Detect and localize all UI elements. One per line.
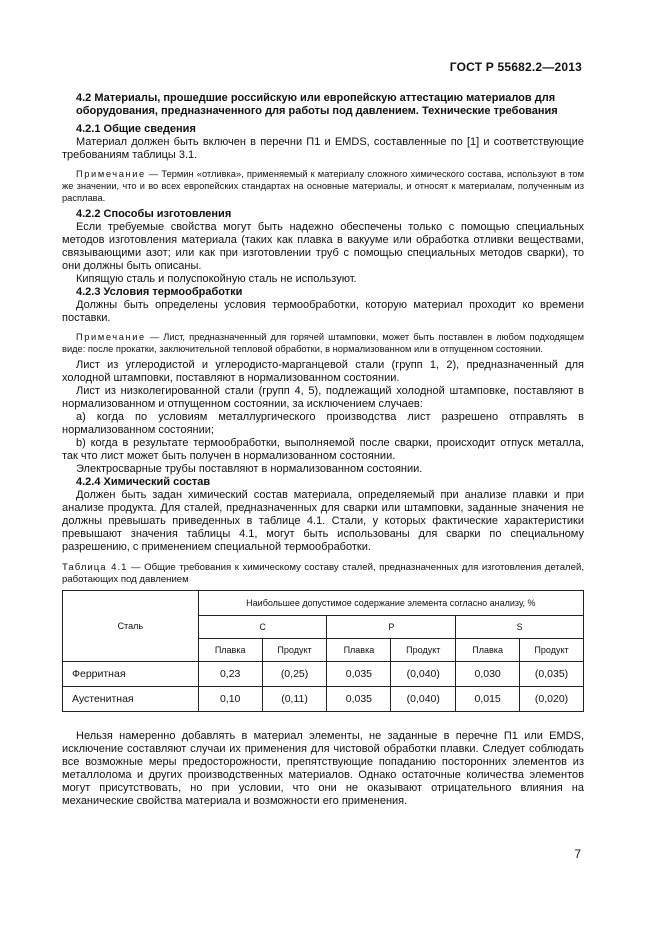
table-row — [63, 687, 584, 712]
paragraph: Если требуемые свойства могут быть надежно обеспечены только с помощью специальных методов изготовления материала (таких как плавка в вакууме или обработка отливки веществами, связывающими азот; или как при изготовлении труб с помощью специальных методов сварки), то они должны быть описаны. — [62, 221, 584, 272]
subsection-title-4-2-4: 4.2.4 Химический состав — [76, 476, 211, 488]
table-cell: (0,040) — [391, 687, 456, 712]
note-label: Примечание — [76, 169, 146, 179]
table-subheader-melt: Плавка — [456, 639, 520, 662]
table-header-steel: Сталь — [63, 591, 199, 662]
section-title: 4.2 Материалы, прошедшие российскую или европейскую аттестацию материалов для оборудования, предназначенного для работы под давлением. Технические требования — [76, 92, 558, 117]
table-subheader-product: Продукт — [520, 639, 584, 662]
table-group-header: Наибольшее допустимое содержание элемента согласно анализу, % — [198, 591, 583, 616]
table-cell: 0,10 — [198, 687, 262, 712]
table-caption — [62, 562, 584, 586]
table-header-element: S — [456, 616, 584, 639]
note-label: Примечание — [76, 332, 146, 342]
paragraph: Должен быть задан химический состав материала, определяемый при анализе плавки и при анализе продукта. Для сталей, предназначенных для сварки или штамповки, заданные значения не должны превышать приведенных в таблице 4.1. Стали, у которых фактические характеристики превышают значения таблицы 4.1, могут быть использованы для сварки по специальному разрешению, с применением специальной термообработки. — [62, 489, 584, 553]
note-text: — Термин «отливка», применяемый к материалу сложного химического состава, используют в том же значении, что и во всех европейских стандартах на основные материалы, и относят к материалам, полученным из расплава. — [62, 169, 584, 203]
table-cell: 0,035 — [327, 687, 391, 712]
chemical-composition-table — [62, 590, 584, 712]
list-item-a: a) когда по условиям металлургического производства лист разрешено отправлять в нормализованном состоянии; — [62, 411, 584, 436]
table-cell-steel: Аустенитная — [63, 687, 199, 712]
table-subheader-melt: Плавка — [198, 639, 262, 662]
subsection-title-4-2-3: 4.2.3 Условия термообработки — [76, 286, 243, 298]
table-cell: 0,015 — [456, 687, 520, 712]
table-cell: (0,11) — [262, 687, 327, 712]
note — [62, 168, 584, 204]
subsection-title-4-2-2: 4.2.2 Способы изготовления — [76, 208, 232, 220]
table-caption-label: Таблица 4.1 — [62, 562, 128, 573]
table-cell: 0,23 — [198, 662, 262, 687]
paragraph: Материал должен быть включен в перечни П1 и EMDS, составленные по [1] и соответствующие требованиям таблицы 3.1. — [62, 136, 584, 161]
table-header-element: P — [327, 616, 456, 639]
table-cell: (0,040) — [391, 662, 456, 687]
table-cell-steel: Ферритная — [63, 662, 199, 687]
paragraph: Кипящую сталь и полуспокойную сталь не используют. — [76, 273, 357, 285]
page-content — [62, 92, 584, 808]
table-cell: 0,035 — [327, 662, 391, 687]
page-number: 7 — [574, 847, 581, 861]
document-header: ГОСТ Р 55682.2—2013 — [449, 60, 582, 74]
table-cell: 0,030 — [456, 662, 520, 687]
table-cell: (0,035) — [520, 662, 584, 687]
paragraph: Электросварные трубы поставляют в нормализованном состоянии. — [76, 463, 423, 475]
table-subheader-product: Продукт — [391, 639, 456, 662]
paragraph: Лист из углеродистой и углеродисто-марганцевой стали (групп 1, 2), предназначенный для холодной штамповки, поставляют в нормализованном состоянии. — [62, 359, 584, 384]
table-subheader-melt: Плавка — [327, 639, 391, 662]
note-text: — Лист, предназначенный для горячей штамповки, может быть поставлен в любом подходящем виде: после прокатки, заключительной тепловой обработки, в нормализованном или в отпущенном состоянии. — [62, 332, 584, 354]
paragraph: Должны быть определены условия термообработки, которую материал проходит ко времени поставки. — [62, 299, 584, 324]
table-row — [63, 662, 584, 687]
paragraph: Лист из низколегированной стали (групп 4, 5), подлежащий холодной штамповке, поставляют в нормализованном и отпущенном состоянии, за исключением случаев: — [62, 385, 584, 410]
note — [62, 331, 584, 355]
closing-paragraph: Нельзя намеренно добавлять в материал элементы, не заданные в перечне П1 или EMDS, исключение составляют случаи их применения для чистовой обработки плавки. Следует соблюдать все возможные меры предосторожности, препятствующие попаданию посторонних элементов из металлолома и других производственных материалов. Однако остаточные количества элементов могут присутствовать, но при условии, что они не оказывают отрицательного влияния на механические свойства материала и возможности его применения. — [62, 730, 584, 807]
table-caption-text: — Общие требования к химическому составу сталей, предназначенных для изготовления деталей, работающих под давлением — [62, 562, 584, 585]
list-item-b: b) когда в результате термообработки, выполняемой после сварки, происходит отпуск металла, так что лист может быть получен в нормализованном состоянии. — [62, 437, 584, 462]
table-cell: (0,25) — [262, 662, 327, 687]
table-cell: (0,020) — [520, 687, 584, 712]
table-header-element: C — [198, 616, 327, 639]
subsection-title-4-2-1: 4.2.1 Общие сведения — [76, 123, 196, 135]
table-subheader-product: Продукт — [262, 639, 327, 662]
